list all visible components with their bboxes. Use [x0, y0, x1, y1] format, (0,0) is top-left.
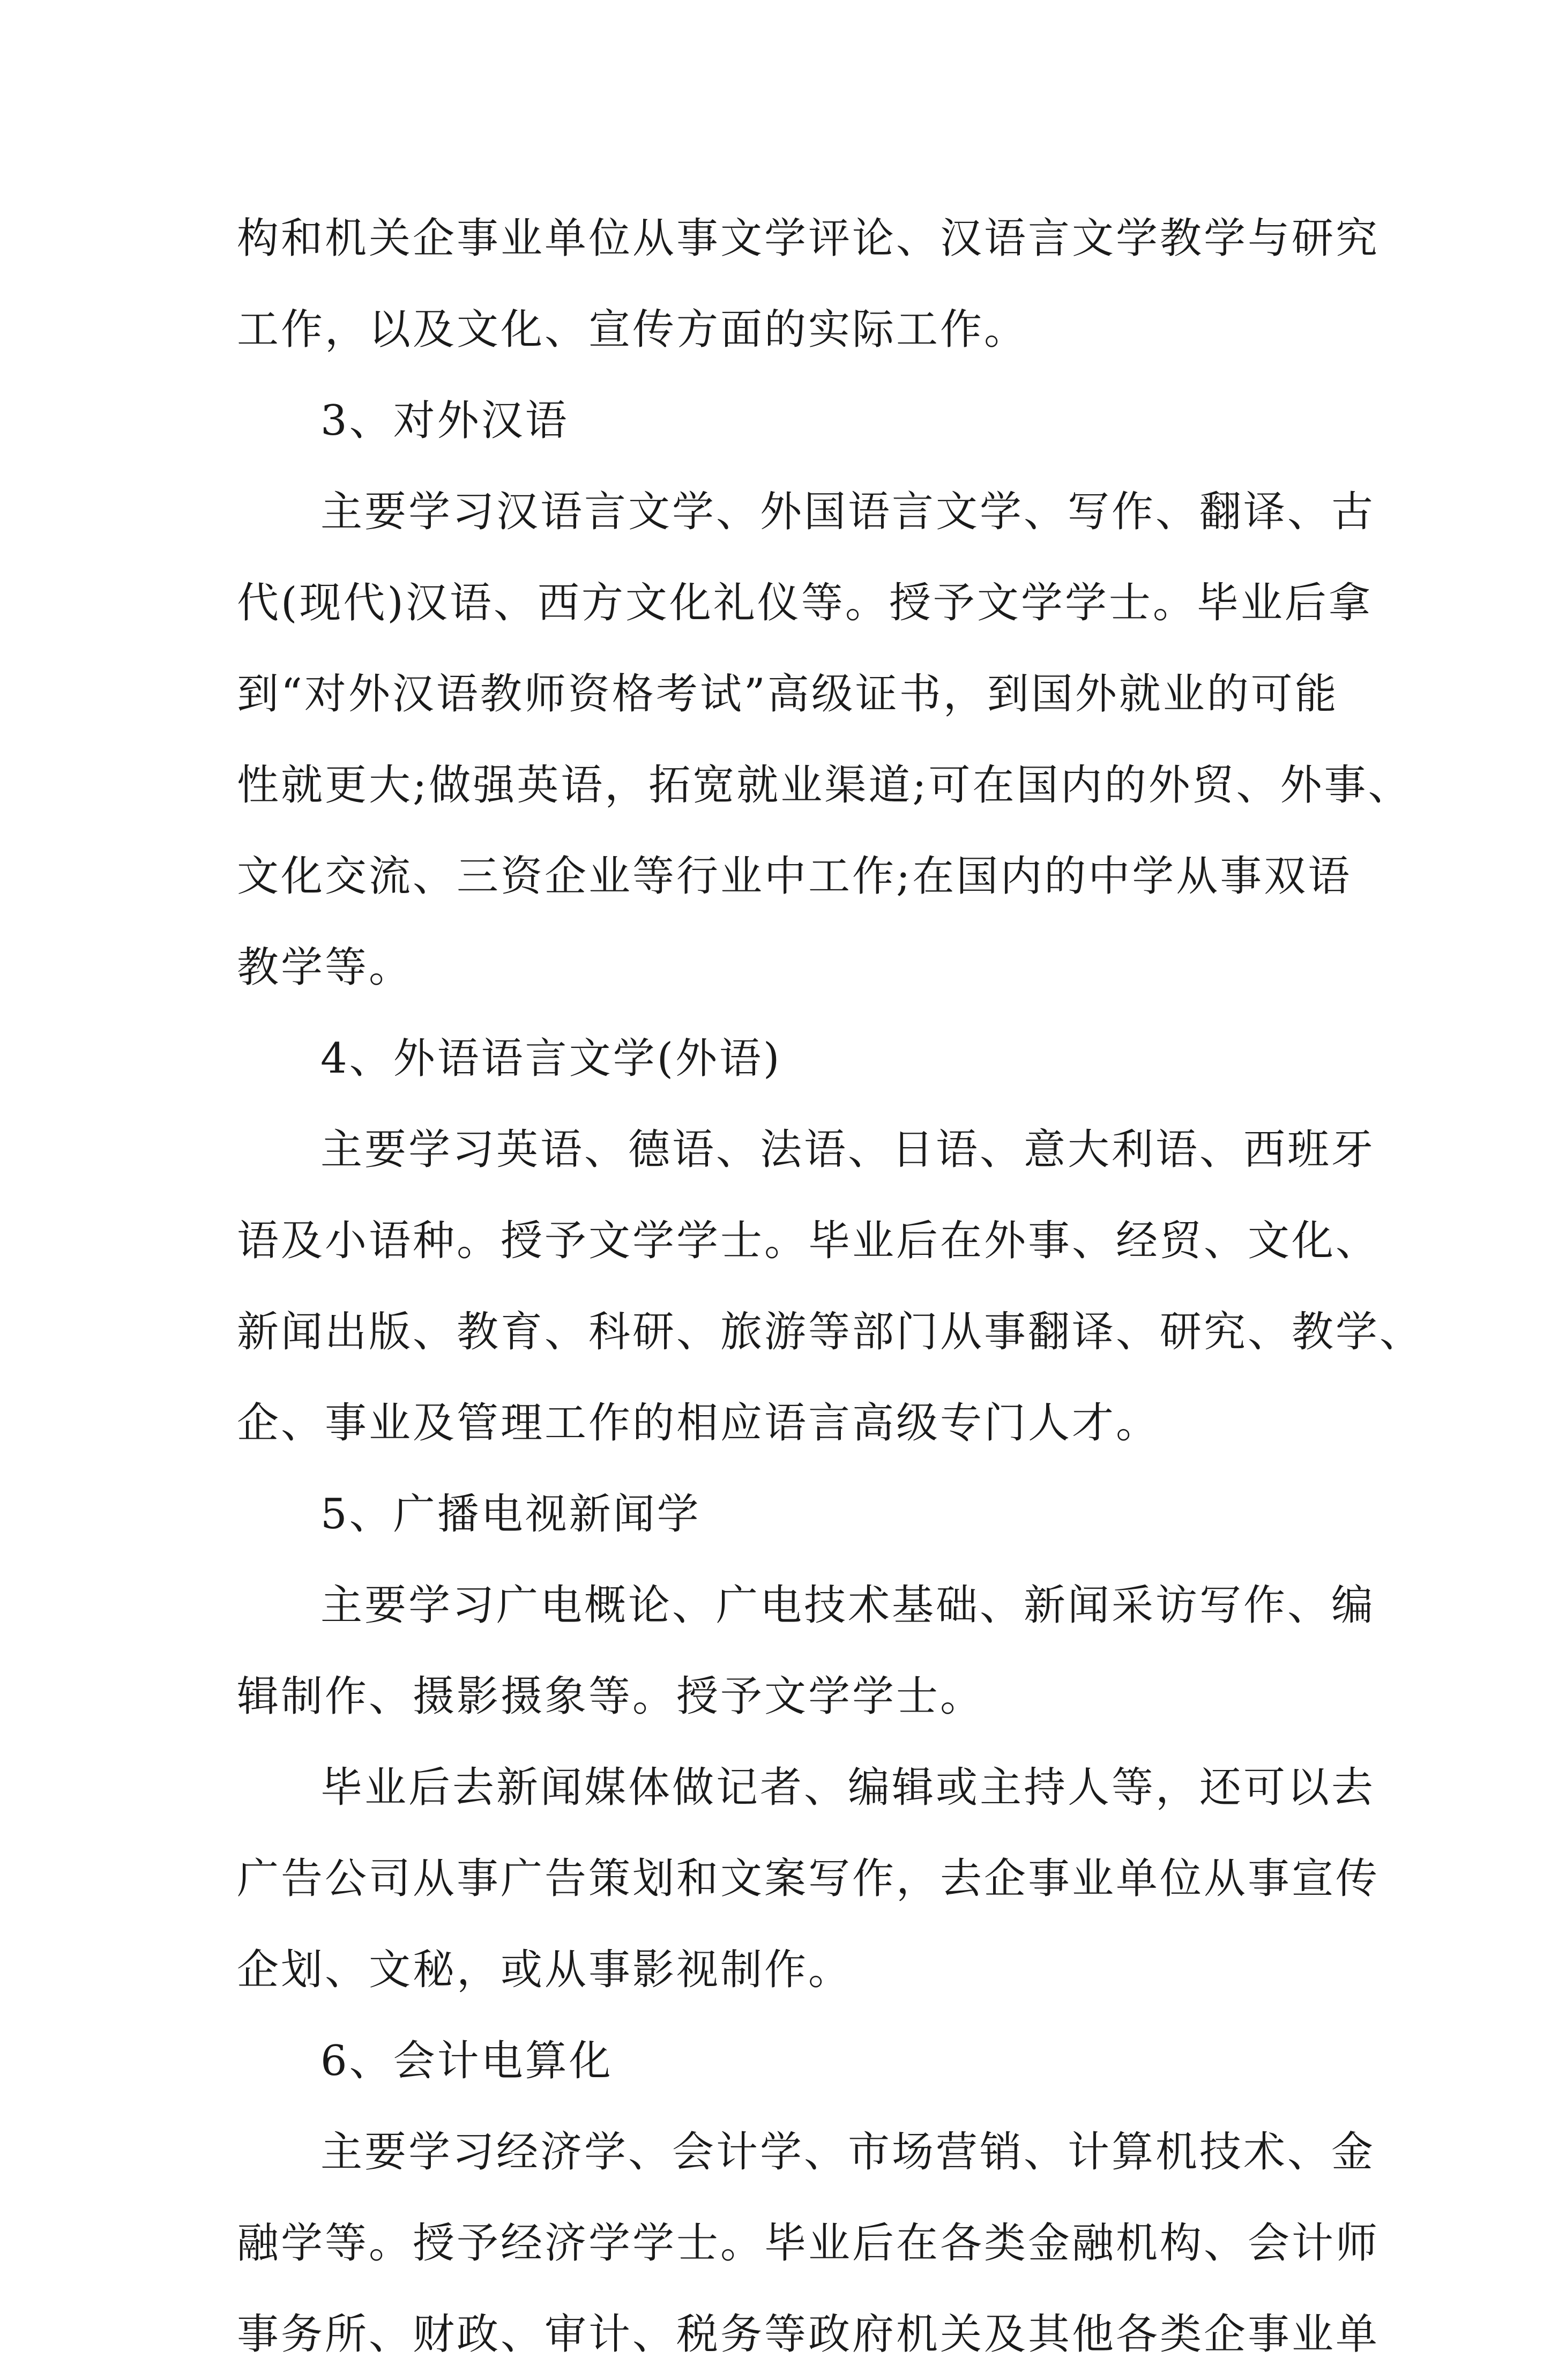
text-line: 辑制作、摄影摄象等。授予文学学士。	[237, 1672, 985, 1721]
section-heading: 4、外语语言文学(外语)	[320, 1035, 782, 1083]
text-line: 工作，以及文化、宣传方面的实际工作。	[237, 306, 1028, 354]
text-line: 教学等。	[237, 943, 413, 992]
text-line: 主要学习英语、德语、法语、日语、意大利语、西班牙	[320, 1126, 1376, 1174]
text-line: 事务所、财政、审计、税务等政府机关及其他各类企事业单	[237, 2310, 1380, 2359]
text-line: 企划、文秘，或从事影视制作。	[237, 1946, 853, 1994]
text-line: 企、事业及管理工作的相应语言高级专门人才。	[237, 1399, 1160, 1447]
text-line: 广告公司从事广告策划和文案写作，去企事业单位从事宣传	[237, 1855, 1380, 1903]
section-heading: 3、对外汉语	[320, 397, 569, 445]
text-line: 文化交流、三资企业等行业中工作;在国内的中学从事双语	[237, 852, 1352, 901]
text-line: 新闻出版、教育、科研、旅游等部门从事翻译、研究、教学、	[237, 1308, 1424, 1356]
text-line: 融学等。授予经济学学士。毕业后在各类金融机构、会计师	[237, 2219, 1380, 2267]
text-line: 语及小语种。授予文学学士。毕业后在外事、经贸、文化、	[237, 1217, 1380, 1265]
text-line: 主要学习经济学、会计学、市场营销、计算机技术、金	[320, 2128, 1376, 2176]
text-line: 构和机关企事业单位从事文学评论、汉语言文学教学与研究	[237, 214, 1380, 263]
text-line: 性就更大;做强英语，拓宽就业渠道;可在国内的外贸、外事、	[237, 761, 1412, 809]
section-heading: 5、广播电视新闻学	[320, 1490, 701, 1538]
text-line: 毕业后去新闻媒体做记者、编辑或主持人等，还可以去	[320, 1764, 1376, 1812]
text-line: 到“对外汉语教师资格考试”高级证书，到国外就业的可能	[237, 670, 1339, 718]
text-line: 主要学习广电概论、广电技术基础、新闻采访写作、编	[320, 1581, 1376, 1630]
text-line: 代(现代)汉语、西方文化礼仪等。授予文学学士。毕业后拿	[237, 579, 1373, 627]
text-line: 主要学习汉语言文学、外国语言文学、写作、翻译、古	[320, 488, 1376, 536]
section-heading: 6、会计电算化	[320, 2037, 613, 2085]
body-text	[237, 193, 1424, 2380]
